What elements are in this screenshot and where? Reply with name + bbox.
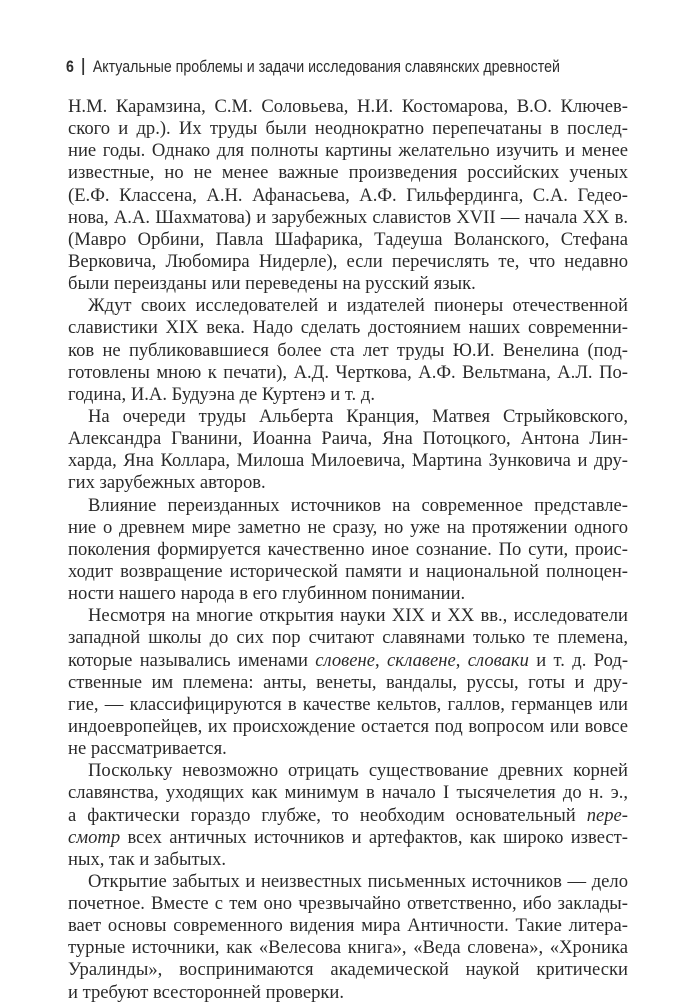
text-line: Несмотря на многие открытия науки XIX и XX вв., исследователи xyxy=(88,605,628,627)
text-line: ков не публиковавшиеся более ста лет труды Ю.И. Венелина (под- xyxy=(68,339,628,361)
text-segment: всех античных источников и артефактов, как широко извест- xyxy=(120,826,628,848)
text-line: ние годы. Однако для полноты картины желательно изучить и менее xyxy=(68,140,628,162)
text-line: На очереди труды Альберта Кранция, Матвея Стрыйковского, xyxy=(88,405,628,427)
text-segment: , xyxy=(374,649,387,671)
text-line: ходит возвращение исторической памяти и национальной полноцен- xyxy=(68,560,628,582)
text-line: гих зарубежных авторов. xyxy=(68,472,266,494)
text-line: нова, А.А. Шахматова) и зарубежных славистов XVII — начала XX в. xyxy=(68,206,628,228)
paragraph xyxy=(68,495,628,606)
text-line: славистики XIX века. Надо сделать достоянием наших современни- xyxy=(68,317,628,339)
text-line: Н.М. Карамзина, С.М. Соловьева, Н.И. Костомарова, В.О. Ключев- xyxy=(68,96,628,117)
text-line: турные источники, как «Велесова книга», «Веда словена», «Хроника xyxy=(68,937,628,959)
text-segment: и т. д. Род- xyxy=(528,649,629,671)
text-line: (Е.Ф. Классена, А.Н. Афанасьева, А.Ф. Гильфердинга, С.А. Гедео- xyxy=(68,184,628,206)
text-line: гие, — классифицируются в качестве кельтов, галлов, германцев или xyxy=(68,693,628,715)
text-line: харда, Яна Коллара, Милоша Милоевича, Мартина Зунковича и дру- xyxy=(68,450,628,472)
paragraph xyxy=(68,871,628,1004)
page-number: 6 xyxy=(66,58,74,76)
italic-term: словене xyxy=(315,649,375,671)
text-segment: а фактически гораздо глубже, то необходим основательный xyxy=(68,804,587,826)
text-segment: которые назывались именами xyxy=(68,649,316,671)
text-line: поколения формируется качественно иное сознание. По сути, проис- xyxy=(68,538,628,560)
text-line: ности нашего народа в его глубинном понимании. xyxy=(68,583,466,605)
header-divider xyxy=(83,58,85,75)
text-line: и требуют всесторонней проверки. xyxy=(68,981,345,1003)
text-line: индоевропейцев, их происхождение остается под вопросом или вовсе xyxy=(68,715,628,737)
text-line: Верковича, Любомира Нидерле), если перечислять те, что недавно xyxy=(68,250,628,272)
text-segment: , xyxy=(455,649,468,671)
paragraph xyxy=(68,760,628,871)
italic-term: смотр xyxy=(68,826,121,848)
italic-term: склавене xyxy=(386,649,456,671)
italic-term: пере- xyxy=(586,804,628,826)
text-line: ского и др.). Их труды были неоднократно перепечатаны в послед- xyxy=(68,118,628,140)
italic-term: словаки xyxy=(467,649,529,671)
running-header xyxy=(66,58,560,77)
text-line: Уралинды», воспринимаются академической наукой критически xyxy=(68,959,628,981)
text-line: готовлены мною к печати), А.Д. Черткова, А.Ф. Вельтмана, А.Л. По- xyxy=(68,361,628,383)
text-line: година, И.А. Будуэна де Куртенэ и т. д. xyxy=(68,383,375,405)
text-line xyxy=(68,805,628,827)
text-line: почетное. Вместе с тем оно чрезвычайно ответственно, ибо заклады- xyxy=(68,893,628,915)
text-line: не рассматривается. xyxy=(68,738,227,760)
paragraph xyxy=(68,605,628,760)
text-line: Ждут своих исследователей и издателей пионеры отечественной xyxy=(88,295,628,317)
text-line: Поскольку невозможно отрицать существование древних корней xyxy=(88,760,628,782)
text-line: были переизданы или переведены на русский язык. xyxy=(68,273,476,295)
text-line: Влияние переизданных источников на современное представле- xyxy=(88,494,628,516)
text-line: ных, так и забытых. xyxy=(68,848,227,870)
text-line xyxy=(68,650,628,672)
text-line: известные, но не менее важные произведения российских ученых xyxy=(68,162,628,184)
text-line: Александра Гванини, Иоанна Раича, Яна Потоцкого, Антона Лин- xyxy=(68,428,628,450)
paragraph xyxy=(68,295,628,406)
text-line: западной школы до сих пор считают славянами только те племена, xyxy=(68,627,628,649)
body-text xyxy=(68,96,628,1004)
text-line: (Мавро Орбини, Павла Шафарика, Тадеуша Воланского, Стефана xyxy=(68,228,628,250)
text-line: ние о древнем мире заметно не сразу, но уже на протяжении одного xyxy=(68,516,628,538)
text-line xyxy=(68,827,628,849)
paragraph xyxy=(68,406,628,495)
text-line: ственные им племена: анты, венеты, вандалы, руссы, готы и дру- xyxy=(68,671,628,693)
text-line: Открытие забытых и неизвестных письменных источников — дело xyxy=(88,870,628,892)
text-line: вает основы современного видения мира Античности. Такие литера- xyxy=(68,915,628,937)
running-title: Актуальные проблемы и задачи исследования славянских древностей xyxy=(92,58,560,76)
paragraph xyxy=(68,96,628,295)
text-line: славянства, уходящих как минимум в начало I тысячелетия до н. э., xyxy=(68,782,628,804)
